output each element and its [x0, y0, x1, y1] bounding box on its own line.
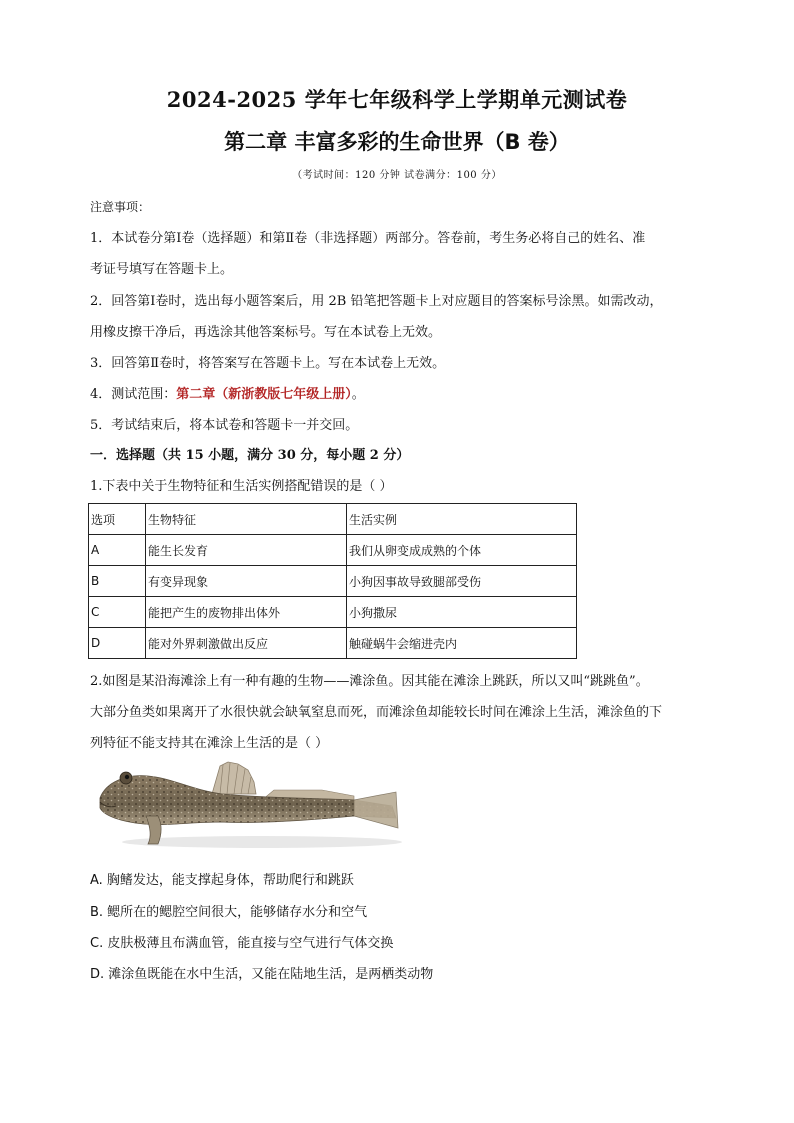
table-row: [89, 535, 577, 566]
table-cell: 能对外界刺激做出反应: [146, 628, 347, 659]
note-item-2-line-2: 用橡皮擦干净后，再选涂其他答案标号。写在本试卷上无效。: [90, 325, 442, 340]
note-item-2-line-1: 2．回答第Ⅰ卷时，选出每小题答案后，用 2B 铅笔把答题卡上对应题目的答案标号涂黑。如需改动，: [90, 294, 663, 309]
table-row: [89, 628, 577, 659]
question-1-table: [88, 503, 577, 659]
question-1-stem: 1.下表中关于生物特征和生活实例搭配错误的是（ ）: [90, 479, 393, 494]
table-header-row: [89, 504, 577, 535]
table-cell: 能生长发育: [146, 535, 347, 566]
table-cell: 有变异现象: [146, 566, 347, 597]
chapter-title: 第二章 丰富多彩的生命世界（B 卷）: [224, 130, 570, 154]
notes-heading: 注意事项：: [90, 200, 151, 214]
mudskipper-image: [92, 760, 402, 852]
table-cell: 小狗因事故导致腿部受伤: [347, 566, 577, 597]
table-cell: A: [89, 535, 146, 566]
table-header-cell: 生活实例: [347, 504, 577, 535]
question-2-option-b: B. 鳃所在的鳃腔空间很大，能够储存水分和空气: [90, 905, 368, 920]
section-heading: 一．选择题（共 15 小题，满分 30 分，每小题 2 分）: [90, 448, 410, 463]
note-item-3: 3．回答第Ⅱ卷时，将答案写在答题卡上。写在本试卷上无效。: [90, 356, 446, 371]
table-cell: 我们从卵变成成熟的个体: [347, 535, 577, 566]
table-cell: 触碰蜗牛会缩进壳内: [347, 628, 577, 659]
table-row: [89, 566, 577, 597]
test-range: 第二章（新浙教版七年级上册）: [176, 387, 352, 402]
note-item-5: 5．考试结束后，将本试卷和答题卡一并交回。: [90, 418, 359, 433]
table-cell: 能把产生的废物排出体外: [146, 597, 347, 628]
note-item-1-line-2: 考证号填写在答题卡上。: [90, 262, 234, 277]
question-2-line-3: 列特征不能支持其在滩涂上生活的是（ ）: [90, 736, 329, 751]
table-header-cell: 选项: [89, 504, 146, 535]
table-cell: 小狗撒尿: [347, 597, 577, 628]
question-2-option-a: A. 胸鳍发达，能支撑起身体，帮助爬行和跳跃: [90, 873, 354, 888]
note-item-4-suffix: 。: [351, 387, 365, 402]
note-item-4: [90, 379, 720, 410]
table-row: [89, 597, 577, 628]
question-2-line-2: 大部分鱼类如果离开了水很快就会缺氧窒息而死，而滩涂鱼却能较长时间在滩涂上生活，滩涂鱼的下: [90, 705, 663, 720]
table-header-cell: 生物特征: [146, 504, 347, 535]
note-item-1-line-1: 1．本试卷分第Ⅰ卷（选择题）和第Ⅱ卷（非选择题）两部分。答卷前，考生务必将自己的姓名、准: [90, 231, 646, 246]
table-cell: C: [89, 597, 146, 628]
exam-info: （考试时间：120 分钟 试卷满分：100 分）: [292, 170, 502, 181]
question-2-option-d: D. 滩涂鱼既能在水中生活，又能在陆地生活，是两栖类动物: [90, 967, 434, 982]
exam-title: 2024-2025 学年七年级科学上学期单元测试卷: [166, 87, 628, 112]
note-item-4-prefix: 4．测试范围：: [90, 387, 177, 402]
table-cell: B: [89, 566, 146, 597]
table-cell: D: [89, 628, 146, 659]
question-2-line-1: 2.如图是某沿海滩涂上有一种有趣的生物——滩涂鱼。因其能在滩涂上跳跃，所以又叫“跳跳鱼”。: [90, 674, 649, 689]
question-2-option-c: C. 皮肤极薄且布满血管，能直接与空气进行气体交换: [90, 936, 394, 951]
